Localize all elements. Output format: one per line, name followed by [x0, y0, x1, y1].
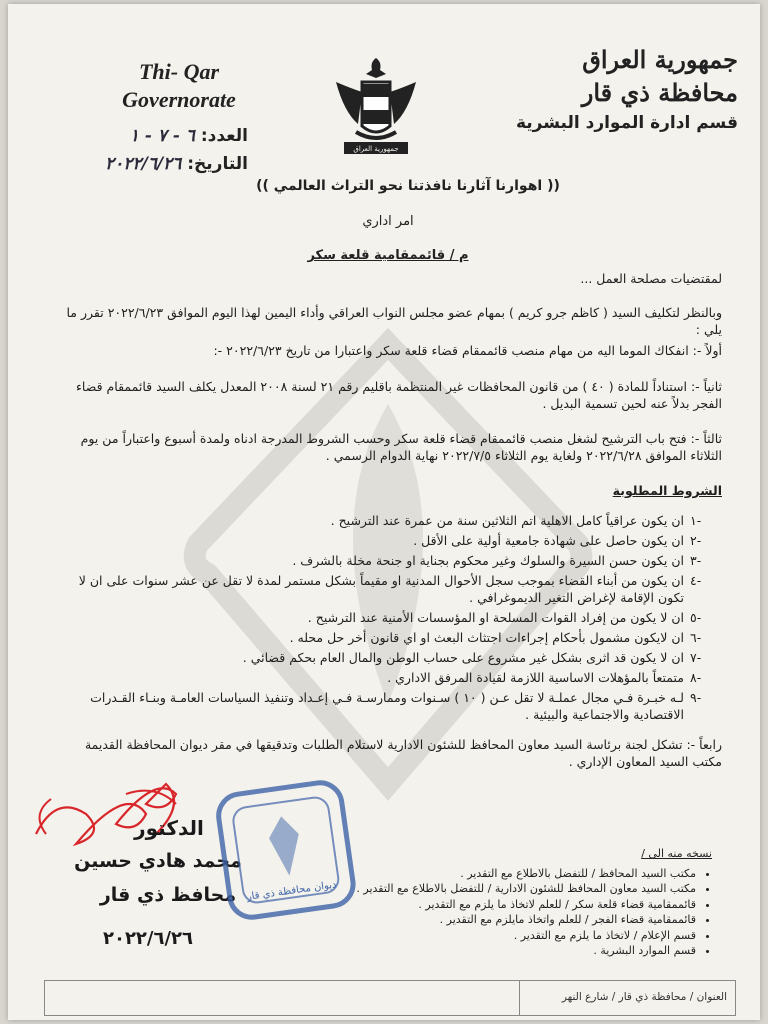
- clause-third: ثالثاً -: فتح باب الترشيح لشغل منصب قائممقام قضاء قلعة سكر وحسب الشروط المدرجة ادناه ولمدة أسبوع واعتباراً من يوم الثلاثاء الموافق ٢٠٢٢/٦/٢٨ ولغاية يوم الثلاثاء ٢٠٢٢/٧/٥ نهاية الدوام الرسمي .: [80, 431, 722, 463]
- condition-number: -٤: [690, 573, 702, 588]
- condition-item: [52, 532, 722, 549]
- ref-number-row: [88, 122, 248, 150]
- copies-title: نسخه منه الى /: [641, 847, 712, 860]
- department-name: قسم ادارة الموارد البشرية: [515, 113, 738, 133]
- signatory-name: محمد هادي حسين: [74, 850, 242, 872]
- condition-item: [52, 572, 722, 606]
- preamble: وبالنظر لتكليف السيد ( كاظم جرو كريم ) بمهام عضو مجلس النواب العراقي وأداء اليمين لهذا اليوم الموافق ٢٠٢٢/٦/٢٣ تقرر ما يلي :: [66, 305, 722, 337]
- slogan: (( اهوارنا آثارنا نافذتنا نحو التراث العالمي )): [256, 178, 560, 194]
- document-subject: م / قائممقامية قلعة سكر: [307, 248, 469, 263]
- governorate-en-line1: Thi- Qar: [138, 59, 220, 84]
- condition-number: -٢: [690, 533, 702, 548]
- condition-text: ان يكون من أبناء القضاء بموجب سجل الأحوال المدنية او مقيماً بشكل مستمر لمدة لا تقل عن عشر سنوات على ان لا تكون الإقامة لإغراض التغير الديموغرافي .: [78, 573, 684, 605]
- condition-item: [52, 689, 722, 723]
- date-label: التاريخ:: [187, 154, 248, 174]
- ref-label: العدد:: [200, 126, 248, 146]
- country-name: جمهورية العراق: [582, 45, 738, 74]
- condition-number: -٥: [690, 610, 702, 625]
- condition-number: -٣: [690, 553, 702, 568]
- governorate-name: محافظة ذي قار: [581, 78, 738, 107]
- condition-text: ان يكون حاصل على شهادة جامعية أولية على الأقل .: [413, 533, 684, 548]
- condition-item: [52, 649, 722, 666]
- document-type: امر اداري: [362, 214, 414, 229]
- condition-text: ان لا يكون من إفراد القوات المسلحة او المؤسسات الأمنية عند الترشيح .: [307, 610, 684, 625]
- copy-recipient: • مكتب السيد معاون المحافظ للشئون الادارية / للتفضل بالاطلاع مع التقدير .: [292, 881, 696, 897]
- conditions-list: [52, 512, 722, 726]
- signatory-role: محافظ ذي قار: [99, 884, 237, 906]
- condition-text: ان لا يكون قد اثرى بشكل غير مشروع على حساب الوطن والمال العام بحكم قضائي .: [242, 650, 684, 665]
- condition-item: [52, 552, 722, 569]
- document-page: [8, 4, 760, 1020]
- condition-number: -٧: [690, 650, 702, 665]
- clause-first: أولاً -: انفكاك الموما اليه من مهام منصب قائممقام قضاء قلعة سكر واعتبارا من تاريخ ٢٠٢٢/٦/٢٣ -:: [213, 343, 722, 358]
- condition-number: -٩: [690, 690, 702, 705]
- footer-address: العنوان / محافظة ذي قار / شارع النهر: [561, 991, 727, 1003]
- condition-text: متمتعاً بالمؤهلات الاساسية اللازمة لقيادة المرفق الاداري .: [387, 670, 684, 685]
- clause-fourth: رابعاً -: تشكل لجنة برئاسة السيد معاون المحافظ للشئون الادارية لاستلام الطلبات وتدقيقها في مقر ديوان المحافظة القديمة مكتب السيد المعاون الإداري .: [84, 737, 722, 769]
- ref-value: ٦ - ٧ - ١: [129, 126, 195, 146]
- governorate-en-line2: Governorate: [122, 87, 236, 112]
- signatory-title: الدكتور: [134, 816, 204, 840]
- condition-number: -١: [690, 513, 702, 528]
- reference-block: [88, 122, 248, 178]
- copy-recipient: • قسم الموارد البشرية .: [292, 943, 696, 959]
- condition-item: [52, 512, 722, 529]
- condition-text: ان يكون عراقياً كامل الاهلية اتم الثلاثين سنة من عمرة عند الترشيح .: [330, 513, 684, 528]
- footer-box: [44, 980, 736, 1016]
- condition-text: ان يكون حسن السيرة والسلوك وغير محكوم بجناية او جنحة مخلة بالشرف .: [292, 553, 684, 568]
- copy-recipient: • قائممقامية قضاء الفجر / للعلم واتخاذ مايلزم مع التقدير .: [292, 912, 696, 928]
- date-value: ٢٠٢٢/٦/٢٦: [104, 154, 182, 174]
- letterhead-arabic: [478, 44, 738, 136]
- condition-number: -٦: [690, 630, 702, 645]
- condition-text: ان لايكون مشمول بأحكام إجراءات اجتثاث البعث او اي قانون أخر حل محله .: [289, 630, 684, 645]
- copy-recipient: • قائممقامية قضاء قلعة سكر / للعلم لاتخاذ ما يلزم مع التقدير .: [292, 897, 696, 913]
- condition-text: لـه خبـرة فـي مجال عملـة لا تقل عـن ( ١٠ ) سـنوات وممارسـة فـي إعـداد وتنفيذ السياسات العامـة وبنـاء القـدرات الاقتصادية والاجتماعية والبيئية .: [90, 690, 684, 722]
- iraq-eagle-emblem: [326, 52, 426, 160]
- condition-item: [52, 609, 722, 626]
- copies-block: [292, 846, 712, 959]
- copy-recipient: • مكتب السيد المحافظ / للتفضل بالاطلاع مع التقدير .: [292, 866, 696, 882]
- copy-recipient: • قسم الإعلام / لاتخاذ ما يلزم مع التقدير .: [292, 928, 696, 944]
- clause-second: ثانياً -: استناداً للمادة ( ٤٠ ) من قانون المحافظات غير المنتظمة باقليم رقم ٢١ لسنة ٢٠٠٨ المعدل يكلف السيد قائممقام قضاء الفجر بدلاً عنه لحين تسمية البديل .: [76, 379, 722, 411]
- signature-date: ٢٠٢٢/٦/٢٦: [102, 928, 194, 949]
- emblem-caption: جمهورية العراق: [353, 145, 399, 153]
- intro-line: لمقتضيات مصلحة العمل ...: [580, 271, 722, 286]
- letterhead-english: [104, 58, 254, 114]
- condition-item: [52, 669, 722, 686]
- copies-list: [292, 866, 712, 959]
- date-row: [88, 150, 248, 178]
- conditions-title: الشروط المطلوبة: [612, 483, 722, 498]
- condition-item: [52, 629, 722, 646]
- footer-divider: [519, 981, 520, 1015]
- stamp-text: ديوان محافظة ذي قار: [246, 879, 338, 903]
- condition-number: -٨: [690, 670, 702, 685]
